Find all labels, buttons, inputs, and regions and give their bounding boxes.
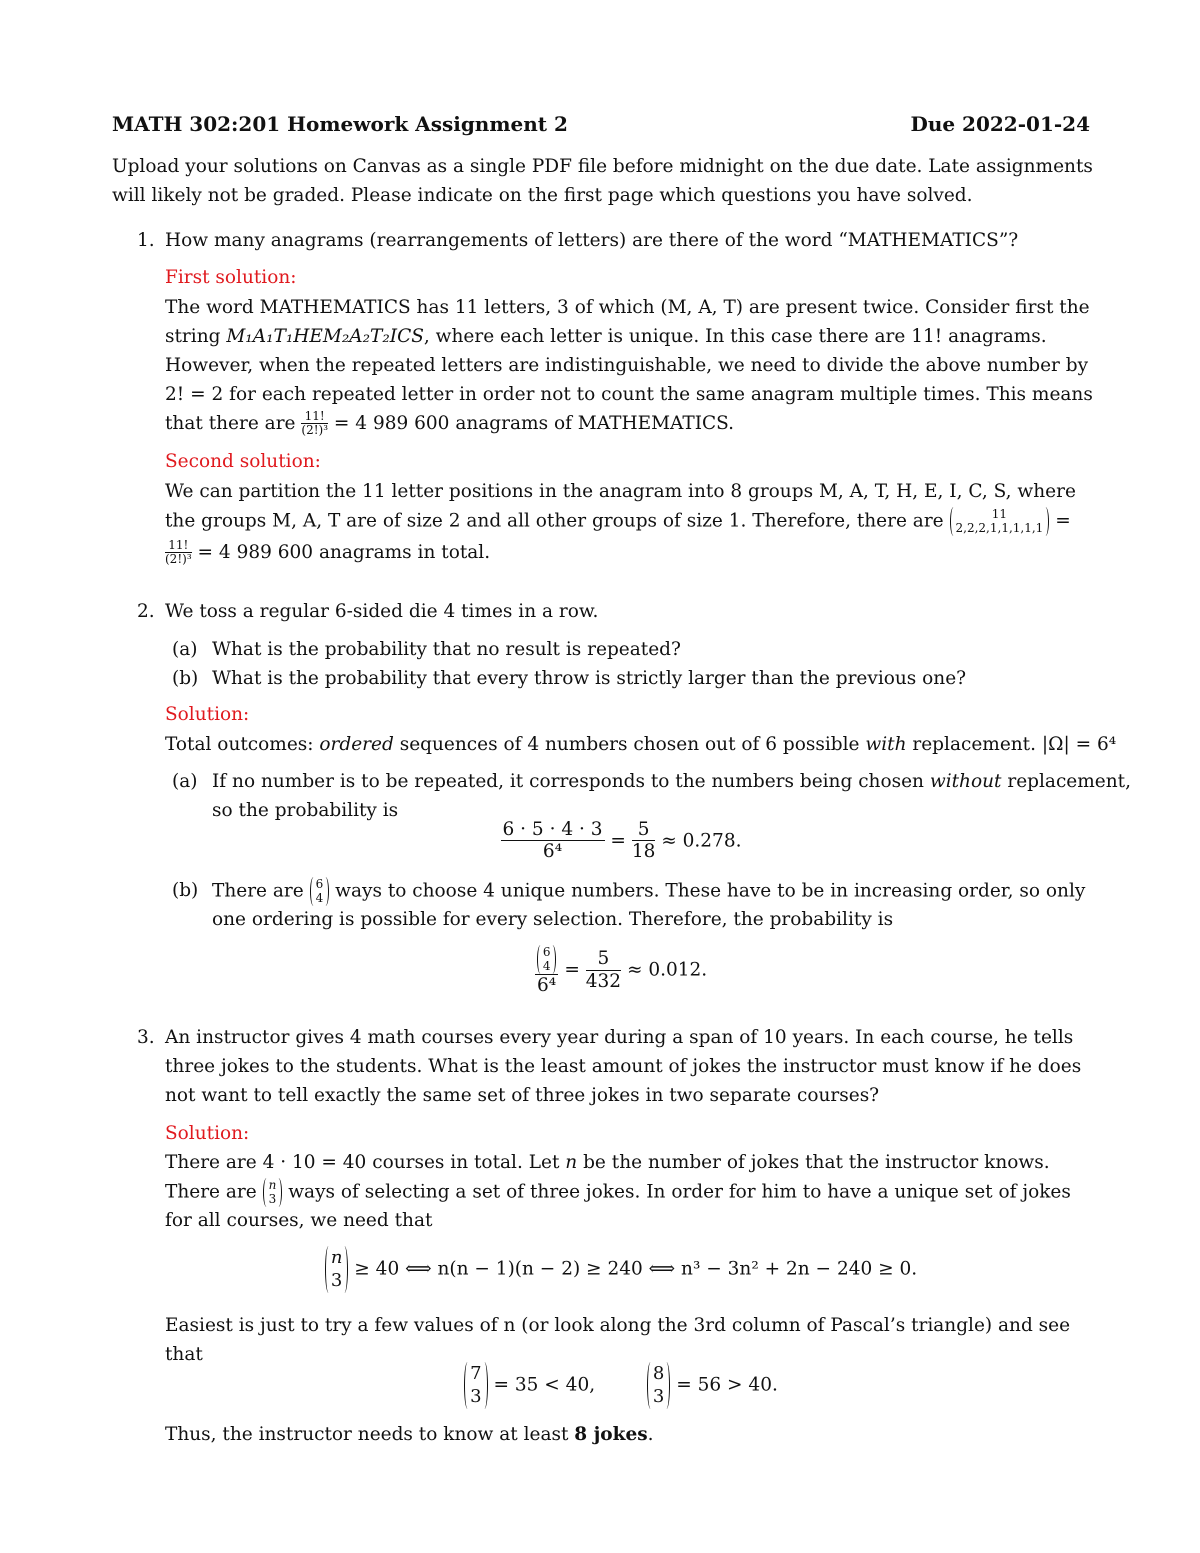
q2-sa-equation: $\frac{6 \cdot 5 \cdot 4 \cdot 3}{\text{6⁴}}$ = $\frac{5}{18}$ ≈ 0.278. <box>502 819 742 863</box>
q2-sb-line-2: one ordering is possible for every selection. Therefore, the probability is <box>212 909 894 930</box>
q3-inequality: n 3 ≥ 40 ⟺ n(n − 1)(n − 2) ≥ 240 ⟺ n³ − 3n² + 2n − 240 ≥ 0. <box>132 1246 1110 1293</box>
q1-first-solution-label: First solution: <box>165 267 297 288</box>
q1-fraction-2: $\frac{11!}{\text{(2!)³}}$ <box>165 538 192 567</box>
q2-a-label: (a) <box>172 639 198 660</box>
q1-fraction: $\frac{11!}{\text{(2!)³}}$ <box>301 409 329 438</box>
q3-question-line-2: three jokes to the students. What is the least amount of jokes the instructor must know if he does <box>165 1056 1082 1077</box>
due-date: Due 2022-01-24 <box>910 112 1090 136</box>
q1-number: 1. <box>137 230 155 251</box>
q3-binomial-n-3: n 3 <box>263 1178 283 1207</box>
q1-string-line: string M₁A₁T₁HEM₂A₂T₂ICS, where each letter is unique. In this case there are 11! anagrams. <box>165 326 1047 347</box>
q2-sb-label: (b) <box>172 880 199 901</box>
q2-binomial-6-4: 6 4 <box>310 877 330 906</box>
q1-first-line-1: The word MATHEMATICS has 11 letters, 3 of which (M, A, T) are present twice. Consider first the <box>165 297 1090 318</box>
q2-sa-line-2: so the probability is <box>212 800 399 821</box>
q1-first-line-3: 2! = 2 for each repeated letter in order not to count the same anagram multiple times. This means <box>165 384 1093 405</box>
q1-multinomial: 11 2,2,2,1,1,1,1,1 <box>950 507 1050 536</box>
q2-sb-line-1: There are 6 4 ways to choose 4 unique numbers. These have to be in increasing order, so only <box>212 877 1086 906</box>
q3-question-line-3: not want to tell exactly the same set of three jokes in two separate courses? <box>165 1085 880 1106</box>
assignment-title: MATH 302:201 Homework Assignment 2 <box>112 112 568 136</box>
q3-sol-line-1: There are 4 · 10 = 40 courses in total. Let n be the number of jokes that the instructor knows. <box>165 1152 1050 1173</box>
q2-sa-line-1: If no number is to be repeated, it corresponds to the numbers being chosen without replacement, <box>212 771 1131 792</box>
q3-easy-line-2: that <box>165 1344 203 1365</box>
q2-total-line: Total outcomes: ordered sequences of 4 numbers chosen out of 6 possible with replacement. |Ω| = 6⁴ <box>165 734 1117 755</box>
q3-pascal-values: 7 3 = 35 < 40, 8 3 = 56 > 40. <box>132 1362 1110 1409</box>
q3-sol-line-2: There are n 3 ways of selecting a set of three jokes. In order for him to have a unique set of jokes <box>165 1178 1071 1207</box>
q2-number: 2. <box>137 601 155 622</box>
q2-question: We toss a regular 6-sided die 4 times in a row. <box>165 601 599 622</box>
q3-conclusion: Thus, the instructor needs to know at least 8 jokes. <box>165 1424 654 1445</box>
q2-a-text: What is the probability that no result is repeated? <box>212 639 681 660</box>
q1-second-line-2: the groups M, A, T are of size 2 and all other groups of size 1. Therefore, there are 11 2,2,2,1,1,1,1,1 = <box>165 507 1071 536</box>
q2-b-label: (b) <box>172 668 199 689</box>
q1-second-solution-label: Second solution: <box>165 451 321 472</box>
q1-question: How many anagrams (rearrangements of letters) are there of the word “MATHEMATICS”? <box>165 230 1019 251</box>
q1-second-line-3: $\frac{11!}{\text{(2!)³}}$ = 4 989 600 anagrams in total. <box>165 538 491 567</box>
q1-string-math: M₁A₁T₁HEM₂A₂T₂ICS <box>226 326 424 347</box>
q2-sb-equation: 6 4 6⁴ = $\frac{5}{432}$ ≈ 0.012. <box>132 945 1110 996</box>
intro-line-1: Upload your solutions on Canvas as a single PDF file before midnight on the due date. Late assignments <box>112 156 1093 177</box>
q3-question-line-1: An instructor gives 4 math courses every year during a span of 10 years. In each course, he tells <box>165 1027 1074 1048</box>
q2-b-text: What is the probability that every throw is strictly larger than the previous one? <box>212 668 967 689</box>
q3-sol-line-3: for all courses, we need that <box>165 1210 433 1231</box>
intro-line-2: will likely not be graded. Please indicate on the first page which questions you have solved. <box>112 185 973 206</box>
q1-result-line: that there are $\frac{11!}{\text{(2!)³}}$ = 4 989 600 anagrams of MATHEMATICS. <box>165 409 735 438</box>
q2-solution-label: Solution: <box>165 704 250 725</box>
q3-number: 3. <box>137 1027 155 1048</box>
q2-sa-label: (a) <box>172 771 198 792</box>
header <box>112 112 1090 136</box>
q3-solution-label: Solution: <box>165 1123 250 1144</box>
q1-second-line-1: We can partition the 11 letter positions in the anagram into 8 groups M, A, T, H, E, I, C, S, where <box>165 481 1076 502</box>
q1-first-line-2: However, when the repeated letters are indistinguishable, we need to divide the above number by <box>165 355 1089 376</box>
q3-easy-line-1: Easiest is just to try a few values of n (or look along the 3rd column of Pascal’s triangle) and see <box>165 1315 1071 1336</box>
